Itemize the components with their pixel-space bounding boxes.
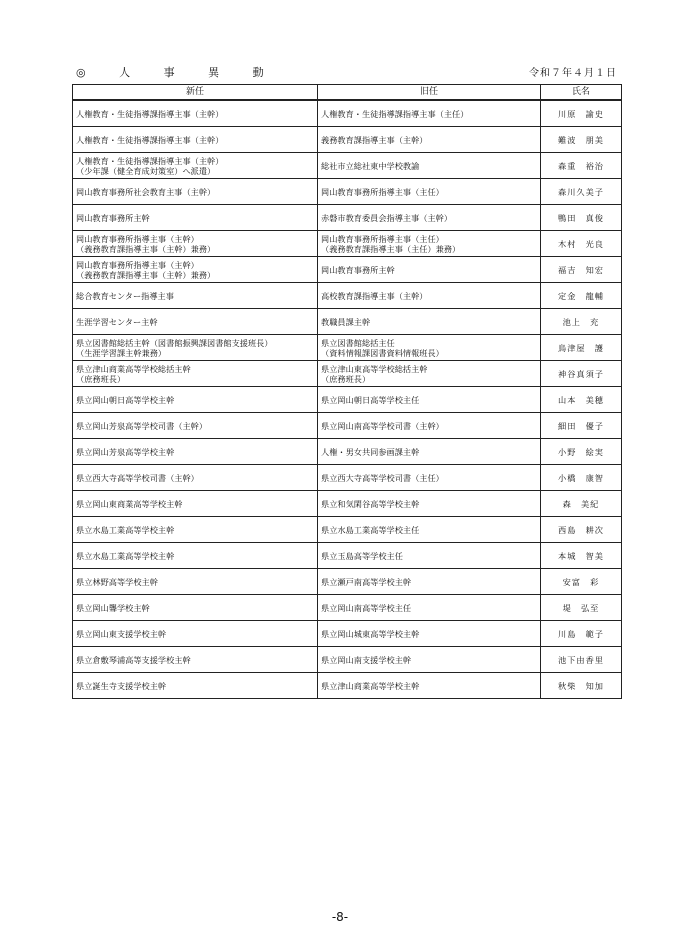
new-position-cell: 県立林野高等学校主幹: [73, 569, 318, 595]
old-position-cell: 県立図書館総括主任 （資料情報課図書資料情報班長）: [318, 335, 541, 361]
table-row: [73, 100, 622, 127]
document-header: [76, 64, 617, 80]
old-position-cell: 人権・男女共同参画課主幹: [318, 439, 541, 465]
name-cell: 森川久美子: [541, 179, 622, 205]
old-position-cell: 県立水島工業高等学校主任: [318, 517, 541, 543]
old-position-cell: 県立玉島高等学校主任: [318, 543, 541, 569]
old-position-cell: 県立津山商業高等学校主幹: [318, 673, 541, 699]
column-header-old: 旧任: [318, 85, 541, 101]
new-position-cell: 人権教育・生徒指導課指導主事（主幹） （少年課（健全育成対策室）へ派遣）: [73, 153, 318, 179]
name-cell: 山本 美穂: [541, 387, 622, 413]
old-position-cell: 県立西大寺高等学校司書（主任）: [318, 465, 541, 491]
name-cell: 細田 優子: [541, 413, 622, 439]
table-row: [73, 621, 622, 647]
name-cell: 本城 智美: [541, 543, 622, 569]
name-cell: 定金 龍輔: [541, 283, 622, 309]
old-position-cell: 県立岡山朝日高等学校主任: [318, 387, 541, 413]
table-row: [73, 647, 622, 673]
new-position-cell: 岡山教育事務所社会教育主事（主幹）: [73, 179, 318, 205]
table-row: [73, 153, 622, 179]
name-cell: 難波 朋美: [541, 127, 622, 153]
table-header-row: [73, 85, 622, 101]
old-position-cell: 県立岡山南支援学校主幹: [318, 647, 541, 673]
new-position-cell: 県立図書館総括主幹（図書館振興課図書館支援班長） （生涯学習課主幹兼務）: [73, 335, 318, 361]
new-position-cell: 県立誕生寺支援学校主幹: [73, 673, 318, 699]
table-row: [73, 595, 622, 621]
name-cell: 西島 耕次: [541, 517, 622, 543]
new-position-cell: 県立水島工業高等学校主幹: [73, 517, 318, 543]
new-position-cell: 県立岡山東支援学校主幹: [73, 621, 318, 647]
effective-date: 令和７年４月１日: [529, 68, 617, 79]
table-row: [73, 491, 622, 517]
personnel-table: [72, 84, 622, 699]
table-row: [73, 257, 622, 283]
name-cell: 川島 範子: [541, 621, 622, 647]
name-cell: 森重 裕治: [541, 153, 622, 179]
table-row: [73, 387, 622, 413]
name-cell: 池上 充: [541, 309, 622, 335]
old-position-cell: 教職員課主幹: [318, 309, 541, 335]
old-position-cell: 岡山教育事務所主幹: [318, 257, 541, 283]
old-position-cell: 県立和気閑谷高等学校主幹: [318, 491, 541, 517]
new-position-cell: 県立岡山聾学校主幹: [73, 595, 318, 621]
table-row: [73, 517, 622, 543]
table-row: [73, 673, 622, 699]
name-cell: 秋柴 知加: [541, 673, 622, 699]
name-cell: 木村 光良: [541, 231, 622, 257]
name-cell: 安富 彩: [541, 569, 622, 595]
table-row: [73, 439, 622, 465]
new-position-cell: 県立岡山東商業高等学校主幹: [73, 491, 318, 517]
table-row: [73, 569, 622, 595]
new-position-cell: 岡山教育事務所指導主事（主幹） （義務教育課指導主事（主幹）兼務）: [73, 231, 318, 257]
column-header-new: 新任: [73, 85, 318, 101]
old-position-cell: 県立津山東高等学校総括主幹 （庶務班長）: [318, 361, 541, 387]
new-position-cell: 生涯学習センター主幹: [73, 309, 318, 335]
old-position-cell: 岡山教育事務所指導主事（主任）: [318, 179, 541, 205]
table-row: [73, 283, 622, 309]
new-position-cell: 県立岡山芳泉高等学校主幹: [73, 439, 318, 465]
old-position-cell: 県立岡山南高等学校主任: [318, 595, 541, 621]
name-cell: 川原 諭史: [541, 100, 622, 127]
old-position-cell: 赤磐市教育委員会指導主事（主幹）: [318, 205, 541, 231]
old-position-cell: 総社市立総社東中学校教諭: [318, 153, 541, 179]
table-body: [73, 100, 622, 699]
old-position-cell: 高校教育課指導主事（主幹）: [318, 283, 541, 309]
table-row: [73, 361, 622, 387]
old-position-cell: 岡山教育事務所指導主事（主任） （義務教育課指導主事（主任）兼務）: [318, 231, 541, 257]
new-position-cell: 人権教育・生徒指導課指導主事（主幹）: [73, 127, 318, 153]
page-title: ◎ 人 事 異 動: [76, 66, 279, 79]
name-cell: 池下由香里: [541, 647, 622, 673]
old-position-cell: 人権教育・生徒指導課指導主事（主任）: [318, 100, 541, 127]
table-row: [73, 179, 622, 205]
table-row: [73, 205, 622, 231]
new-position-cell: 岡山教育事務所指導主事（主幹） （義務教育課指導主事（主幹）兼務）: [73, 257, 318, 283]
table-row: [73, 231, 622, 257]
name-cell: 鴨田 真俊: [541, 205, 622, 231]
name-cell: 福吉 知宏: [541, 257, 622, 283]
old-position-cell: 義務教育課指導主事（主幹）: [318, 127, 541, 153]
table-row: [73, 127, 622, 153]
page-number: -8-: [331, 910, 349, 924]
table-row: [73, 335, 622, 361]
new-position-cell: 県立倉敷琴浦高等支援学校主幹: [73, 647, 318, 673]
new-position-cell: 県立水島工業高等学校主幹: [73, 543, 318, 569]
name-cell: 小橋 康智: [541, 465, 622, 491]
new-position-cell: 岡山教育事務所主幹: [73, 205, 318, 231]
name-cell: 堤 弘至: [541, 595, 622, 621]
new-position-cell: 人権教育・生徒指導課指導主事（主幹）: [73, 100, 318, 127]
old-position-cell: 県立瀬戸南高等学校主幹: [318, 569, 541, 595]
table-row: [73, 309, 622, 335]
old-position-cell: 県立岡山城東高等学校主幹: [318, 621, 541, 647]
old-position-cell: 県立岡山南高等学校司書（主幹）: [318, 413, 541, 439]
new-position-cell: 県立西大寺高等学校司書（主幹）: [73, 465, 318, 491]
table-row: [73, 465, 622, 491]
table-row: [73, 413, 622, 439]
name-cell: 森 美紀: [541, 491, 622, 517]
new-position-cell: 総合教育センター指導主事: [73, 283, 318, 309]
new-position-cell: 県立岡山芳泉高等学校司書（主幹）: [73, 413, 318, 439]
column-header-name: 氏名: [541, 85, 622, 101]
new-position-cell: 県立岡山朝日高等学校主幹: [73, 387, 318, 413]
table-row: [73, 543, 622, 569]
name-cell: 小野 絵実: [541, 439, 622, 465]
name-cell: 神谷真須子: [541, 361, 622, 387]
new-position-cell: 県立津山商業高等学校総括主幹 （庶務班長）: [73, 361, 318, 387]
name-cell: 鳥津屋 護: [541, 335, 622, 361]
